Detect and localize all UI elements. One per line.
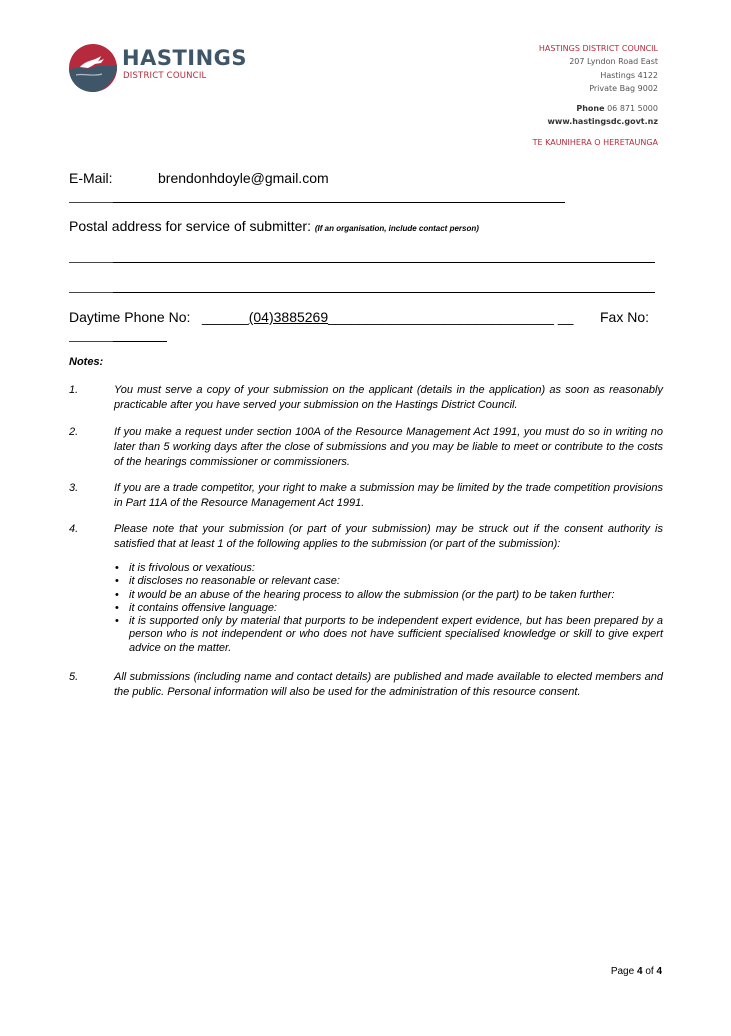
postal-address-line-2 <box>113 292 655 293</box>
note-number: 2. <box>69 426 79 438</box>
underline <box>69 202 113 203</box>
email-value: brendonhdoyle@gmail.com <box>158 170 329 186</box>
daytime-phone-label: Daytime Phone No: <box>69 309 191 325</box>
note-number: 4. <box>69 523 79 535</box>
address-line-1: 207 Lyndon Road East <box>569 57 658 67</box>
note-text: If you are a trade competitor, your right to make a submission may be limited by the trade competition provisions in Part 11A of the Resource Management Act 1991. <box>114 482 663 509</box>
underline <box>69 262 113 263</box>
note-number: 1. <box>69 384 79 396</box>
note-2 <box>69 425 663 470</box>
postal-address-label: Postal address for service of submitter: (If an organisation, include contact person) <box>69 218 479 234</box>
list-item: • it discloses no reasonable or relevant case: <box>114 575 663 588</box>
underline <box>69 341 113 342</box>
strike-out-criteria-list <box>114 562 663 655</box>
phone-label: Phone <box>576 104 605 114</box>
fax-label: Fax No: <box>600 309 650 325</box>
council-website: www.hastingsdc.govt.nz <box>547 117 658 127</box>
postal-address-hint: (If an organisation, include contact person) <box>314 224 479 233</box>
note-text: Please note that your submission (or part of your submission) may be struck out if the consent authority is satisfied that at least 1 of the following applies to the submission (or part of the submission): <box>114 523 663 550</box>
note-4 <box>69 522 663 655</box>
note-number: 3. <box>69 482 79 494</box>
address-line-3: Private Bag 9002 <box>589 83 658 93</box>
notes-heading: Notes: <box>69 356 104 368</box>
phone-prefix: ______ <box>202 309 249 325</box>
list-item: • it is frivolous or vexatious: <box>114 562 663 575</box>
email-label: E-Mail: <box>69 170 113 186</box>
list-item: • it is supported only by material that purports to be independent expert evidence, but has been prepared by a person who is not independent or who does not have sufficient specialised knowledge or skill to give expert advice on the matter. <box>114 615 663 655</box>
list-item: • it would be an abuse of the hearing process to allow the submission (or the part) to be taken further: <box>114 589 663 602</box>
note-text: All submissions (including name and contact details) are published and made available to elected members and the public. Personal information will also be used for the administration of this resource consent. <box>114 671 663 698</box>
daytime-phone-value: (04)3885269 <box>248 309 329 325</box>
daytime-phone-field <box>202 309 573 325</box>
phone-suffix: _____________________________ __ <box>328 309 574 325</box>
note-text: If you make a request under section 100A of the Resource Management Act 1991, you must do so in writing no later than 5 working days after the close of submissions and you may be liable to meet or contribute to the costs of the hearings commissioner or commissioners. <box>114 426 663 468</box>
address-line-2: Hastings 4122 <box>600 70 658 80</box>
council-maori-name: TE KAUNIHERA O HERETAUNGA <box>532 137 658 147</box>
email-underline <box>113 202 565 203</box>
note-number: 5. <box>69 671 79 683</box>
note-1 <box>69 383 663 413</box>
fax-underline <box>113 341 167 342</box>
council-address-block <box>533 42 658 149</box>
phone-number: 06 871 5000 <box>607 104 658 114</box>
hastings-logo-icon <box>68 43 118 93</box>
list-item: • it contains offensive language: <box>114 602 663 615</box>
logo-subtitle: DISTRICT COUNCIL <box>123 71 207 81</box>
logo-name: HASTINGS <box>122 46 248 70</box>
council-phone <box>533 102 658 115</box>
underline <box>69 292 113 293</box>
council-name: HASTINGS DISTRICT COUNCIL <box>538 44 658 53</box>
note-3 <box>69 481 663 511</box>
note-text: You must serve a copy of your submission on the applicant (details in the application) as soon as reasonably practicable after you have served your submission on the Hastings District Council. <box>114 384 663 411</box>
note-5 <box>69 670 663 700</box>
council-logo <box>68 43 248 95</box>
page-number: Page 4 of 4 <box>610 966 662 977</box>
postal-address-line-1 <box>113 262 655 263</box>
